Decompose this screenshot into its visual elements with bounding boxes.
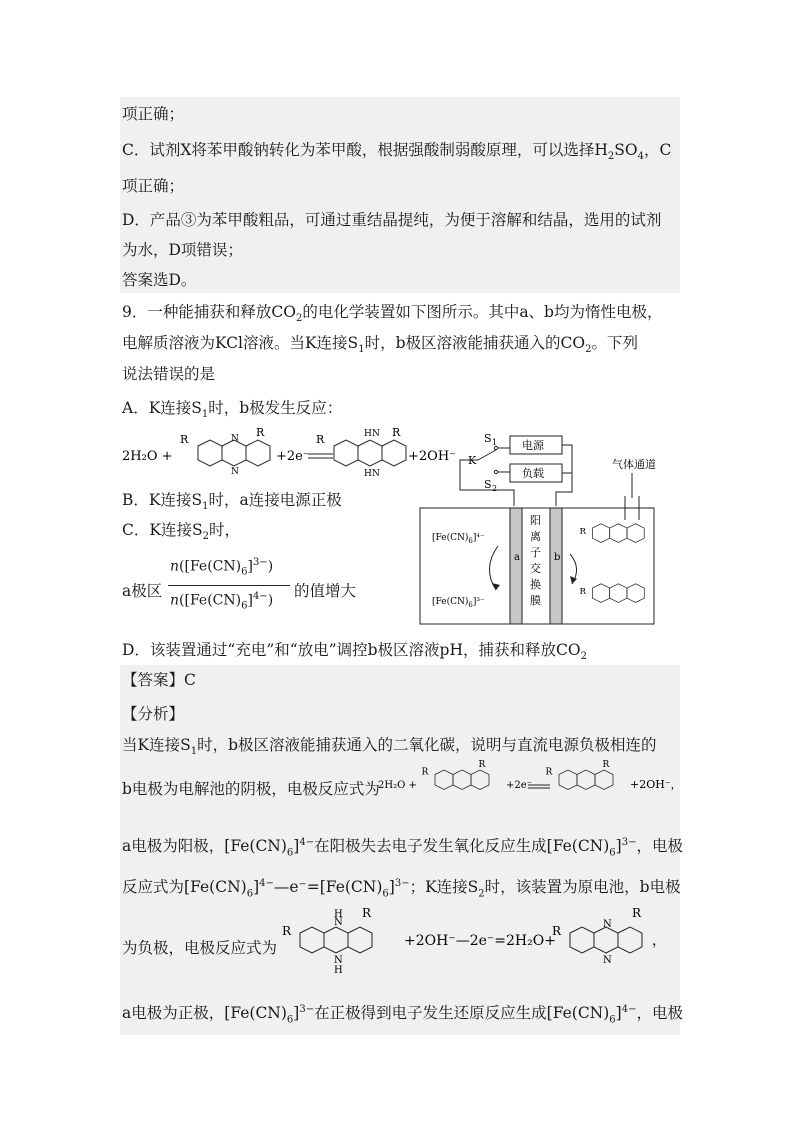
svg-text:N: N — [603, 919, 612, 930]
svg-text:R: R — [632, 906, 642, 920]
option-c: C．K连接$S_2$时， — [122, 521, 240, 543]
question-line: 说法错误的是 — [122, 365, 216, 383]
svg-text:交: 交 — [530, 562, 541, 575]
svg-text:R: R — [362, 906, 372, 920]
analysis-label: 【分析】 — [122, 705, 185, 723]
analysis-line: a电极为阳极，$[Fe(CN)_6]^{4-}$在阳极失去电子发生氧化反应生成$[Fe(CN)_6]^{3-}$，电极 — [122, 837, 683, 859]
svg-text:，: ， — [652, 933, 666, 949]
svg-text:b: b — [554, 552, 561, 563]
question-line: 9．一种能捕获和释放$CO_2$的电化学装置如下图所示。其中a、b均为惰性电极， — [122, 303, 663, 325]
svg-text:换: 换 — [530, 578, 541, 591]
option-d: D．该装置通过“充电”和“放电”调控b极区溶液pH，捕获和释放$CO_2$ — [122, 641, 587, 663]
question-line: 电解质溶液为KCl溶液。当K连接$S_1$时，b极区溶液能捕获通入的$CO_2$。下列 — [122, 334, 638, 356]
svg-text:R: R — [579, 586, 586, 597]
svg-text:子: 子 — [530, 546, 541, 559]
text-line: D．产品③为苯甲酸粗品，可通过重结晶提纯，为便于溶解和结晶，选用的试剂 — [122, 211, 662, 229]
analysis-line: b电极为电解池的阴极，电极反应式为 — [122, 780, 380, 798]
svg-text:+2OH⁻: +2OH⁻ — [408, 449, 457, 464]
svg-text:N: N — [334, 917, 343, 928]
equation-a — [118, 420, 457, 490]
svg-text:N: N — [231, 467, 239, 477]
text-line: 项正确； — [122, 177, 185, 195]
equation-analysis-anode — [280, 905, 680, 975]
svg-text:R: R — [478, 760, 486, 770]
svg-text:2H₂O +: 2H₂O + — [378, 780, 417, 791]
option-a: A．K连接$S_1$时，b极发生反应： — [122, 399, 343, 421]
text-line: C．试剂X将苯甲酸钠转化为苯甲酸，根据强酸制弱酸原理，可以选择$H_2SO_4$，C — [122, 141, 672, 163]
svg-text:R: R — [282, 924, 292, 938]
svg-text:H: H — [334, 965, 343, 976]
svg-text:R: R — [256, 426, 265, 439]
svg-text:H: H — [364, 429, 372, 439]
svg-text:N: N — [334, 955, 343, 966]
svg-text:H: H — [364, 469, 372, 479]
svg-text:H: H — [334, 909, 343, 920]
svg-text:离: 离 — [530, 530, 541, 543]
analysis-line: 当K连接$S_1$时，b极区溶液能捕获通入的二氧化碳，说明与直流电源负极相连的 — [122, 736, 657, 758]
svg-text:a: a — [514, 552, 520, 563]
svg-text:气体通道: 气体通道 — [612, 458, 656, 471]
svg-text:+2e⁻: +2e⁻ — [506, 780, 532, 791]
svg-text:N: N — [603, 955, 612, 966]
svg-text:S: S — [484, 478, 492, 491]
svg-text:膜: 膜 — [530, 594, 541, 607]
svg-text:R: R — [579, 526, 586, 537]
highlight-band-top — [120, 97, 680, 293]
svg-text:R: R — [545, 767, 553, 778]
electrochemical-device-diagram — [418, 428, 678, 628]
svg-text:1: 1 — [492, 438, 498, 447]
svg-text:R: R — [316, 433, 325, 446]
svg-text:电源: 电源 — [522, 439, 544, 452]
svg-text:+2e⁻: +2e⁻ — [276, 449, 310, 464]
svg-text:K: K — [468, 454, 477, 467]
option-c-fraction: a极区 $n([Fe(CN)_6]^{3-})$ $n([Fe(CN)_6]^{4-})$ 的值增大 — [122, 557, 357, 612]
svg-text:N: N — [372, 429, 380, 439]
equation-analysis-cathode — [378, 758, 688, 814]
svg-text:+2OH⁻，: +2OH⁻， — [630, 778, 682, 791]
svg-text:R: R — [421, 767, 429, 778]
svg-text:R: R — [180, 433, 189, 446]
dihydrophenazine-structure-diagram — [579, 584, 644, 603]
text-line: 项正确； — [122, 105, 185, 123]
svg-text:负载: 负载 — [522, 467, 544, 480]
svg-text:N: N — [231, 434, 239, 444]
svg-text:R: R — [552, 924, 562, 938]
svg-text:N: N — [372, 469, 380, 479]
answer-label: 【答案】C — [122, 671, 196, 689]
option-b: B．K连接$S_1$时，a连接电源正极 — [122, 491, 342, 513]
svg-text:阳: 阳 — [530, 514, 541, 527]
svg-text:R: R — [602, 760, 610, 770]
analysis-line: 反应式为$[Fe(CN)_6]^{4-}—e^-=[Fe(CN)_6]^{3-}$；K连接$S_2$时，该装置为原电池，b电极 — [122, 878, 681, 900]
svg-text:2H₂O +: 2H₂O + — [122, 449, 173, 464]
phenazine-structure-diagram — [579, 524, 644, 543]
text-line: 答案选D。 — [122, 271, 197, 289]
svg-text:[Fe(CN)6]³⁻: $[Fe(CN)_6]^{3-}$ — [432, 597, 485, 609]
analysis-line: a电极为正极，$[Fe(CN)_6]^{3-}$在正极得到电子发生还原反应生成$[Fe(CN)_6]^{4-}$，电极 — [122, 1004, 683, 1026]
svg-text:S: S — [484, 432, 492, 445]
svg-text:R: R — [392, 426, 401, 439]
dihydrophenazine-structure — [316, 426, 406, 479]
phenazine-structure — [180, 426, 270, 477]
svg-text:+2OH⁻—2e⁻=2H₂O+: +2OH⁻—2e⁻=2H₂O+ — [404, 933, 556, 949]
analysis-line: 为负极，电极反应式为 — [122, 939, 278, 957]
svg-text:2: 2 — [492, 484, 498, 493]
svg-text:[Fe(CN)6]⁴⁻: $[Fe(CN)_6]^{4-}$ — [432, 533, 485, 545]
text-line: 为水，D项错误； — [122, 241, 243, 259]
